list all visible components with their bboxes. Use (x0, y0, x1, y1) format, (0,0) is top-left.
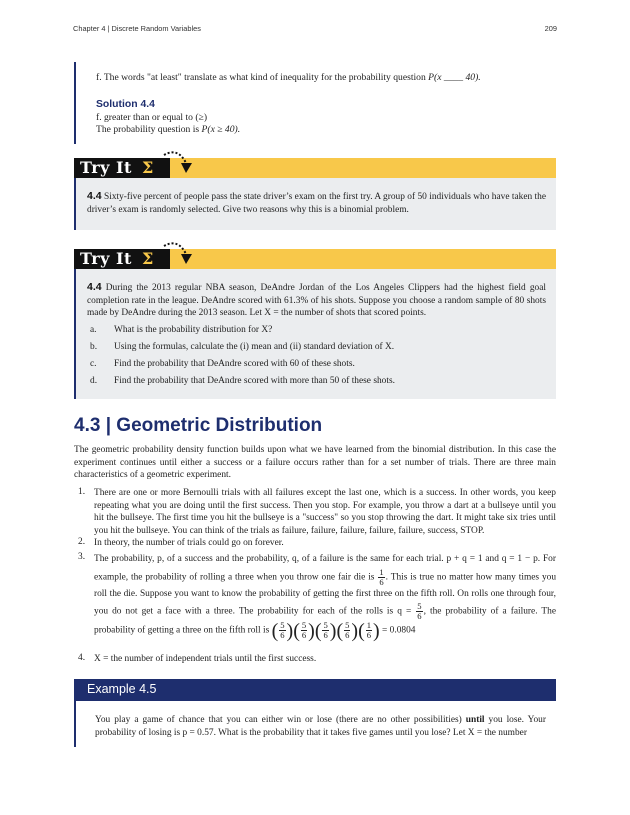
dotted-arrow-icon (162, 149, 194, 179)
question-f: f. The words "at least" translate as what kind of inequality for the probability question P(x ____ 40). (96, 72, 481, 83)
chapter-title: Chapter 4 | Discrete Random Variables (73, 24, 201, 33)
tryit-box-2 (74, 269, 556, 399)
page-number: 209 (544, 24, 557, 33)
tryit-tab (74, 158, 170, 178)
example-body (74, 701, 556, 747)
example-banner (74, 679, 556, 701)
list-item: d. Find the probability that DeAndre scored with more than 50 of these shots. (90, 376, 395, 386)
tryit-2-text: 4.4 During the 2013 regular NBA season, DeAndre Jordan of the Los Angeles Clippers had the highest field goal completion rate in the league. DeAndre scored with 61.3% of his shots. Suppose you choose a random sample of 80 shots made by DeAndre during the 2013 season. Let X = the number of shots that scored points. (87, 281, 547, 318)
example-text: You play a game of chance that you can either win or lose (there are no other possibilities) until you lose. Your probability of losing is p = 0.57. What is the probability that it takes five games until you lose? Let X = the number (95, 715, 546, 738)
fraction-five-sixths: $\frac{5}{6}$ (417, 601, 422, 621)
tryit-tab (74, 249, 170, 269)
dotted-arrow-icon (162, 240, 194, 270)
sigma-icon: Σ (142, 158, 154, 177)
list-item: a. What is the probability distribution for X? (90, 325, 273, 335)
sigma-icon: Σ (142, 249, 154, 268)
tryit-box-1 (74, 178, 556, 230)
probability-product: ( $\frac{5}{6}$ )( $\frac{5}{6}$ )( $\frac{5}{6}$ )( $\frac{5}{6}$ )( $\frac{1}{6}$ ) (271, 619, 380, 642)
tryit-label: Try It (80, 158, 132, 177)
solution-title: Solution 4.4 (96, 99, 155, 110)
tryit-label: Try It (80, 249, 132, 268)
list-item: b. Using the formulas, calculate the (i) mean and (ii) standard deviation of X. (90, 342, 395, 352)
fraction-one-sixth: $\frac{1}{6}$ (379, 566, 384, 587)
tryit-1-text: 4.4 Sixty-five percent of people pass the state driver’s exam on the first try. A group of 50 individuals who have taken the driver’s exam is randomly selected. Give two reasons why this is a binomial problem. (87, 190, 547, 215)
section-heading: 4.3 | Geometric Distribution (74, 415, 323, 436)
example-title: Example 4.5 (87, 682, 157, 696)
list-item: c. Find the probability that DeAndre scored with 60 of these shots. (90, 359, 355, 369)
page-header (73, 24, 557, 36)
solution-line-1: f. greater than or equal to (≥) (96, 112, 208, 123)
section-intro: The geometric probability density function builds upon what we have learned from the binomial distribution. In this case the experiment continues until either a success or a failure occurs rather than for a set number of trials. There are three main characteristics of a geometric experiment. (74, 445, 556, 480)
solution-block (74, 62, 556, 144)
solution-line-2: The probability question is P(x ≥ 40). (96, 124, 241, 135)
